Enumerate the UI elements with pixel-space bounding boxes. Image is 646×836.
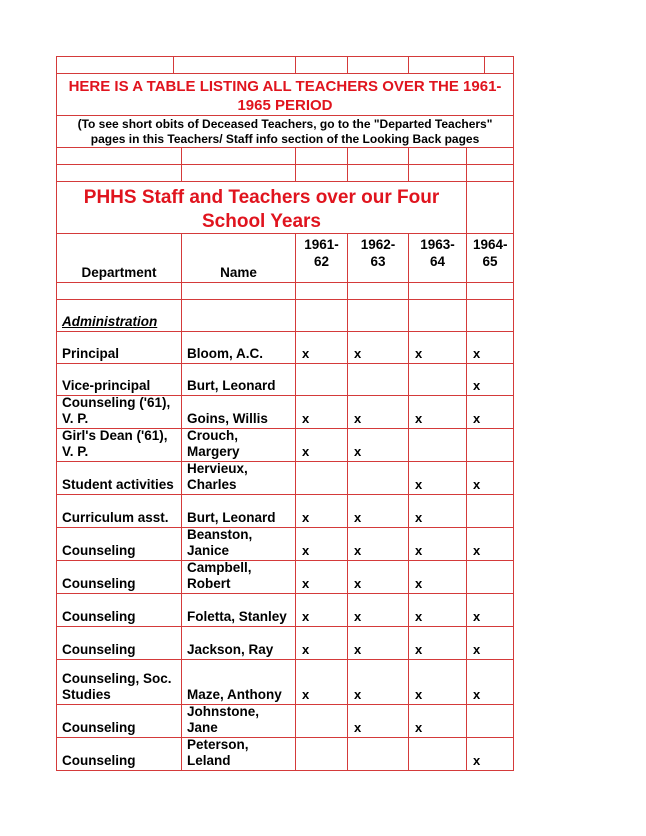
year-mark: x [302,687,310,702]
cell [484,57,514,73]
table-row [56,527,514,560]
year-mark: x [415,346,423,361]
year-mark: x [415,642,423,657]
year-mark: x [473,543,481,558]
intro-note: (To see short obits of Deceased Teachers, go to the "Departed Teachers" pages in this Teachers/ Staff info section of the Looking Back pages [77,117,493,146]
year-mark: x [354,444,362,459]
cell [56,429,181,461]
cell [181,705,295,737]
cell [466,660,514,704]
cell [408,660,466,704]
name-cell: Beanston, Janice [187,527,253,558]
cell [295,234,347,282]
name-cell: Foletta, Stanley [187,609,287,624]
year-mark: x [473,411,481,426]
cell [466,429,514,461]
cell [181,561,295,593]
cell [408,300,466,331]
cell [181,148,295,164]
cell [295,148,347,164]
cell [56,561,181,593]
cell [181,364,295,395]
cell [56,462,181,494]
cell [408,594,466,626]
cell [347,705,408,737]
department-cell: Counseling [62,576,136,591]
cell [466,495,514,527]
cell [181,528,295,560]
name-cell: Campbell, Robert [187,560,252,591]
blank-row [56,147,514,164]
table-row [56,593,514,626]
cell [56,165,181,181]
name-cell: Jackson, Ray [187,642,274,657]
year-mark: x [415,411,423,426]
cell [295,561,347,593]
cell [408,462,466,494]
cell [173,57,295,73]
cell [295,462,347,494]
table-bottom-border [56,770,514,771]
table-row [56,659,514,704]
cell [56,332,181,363]
cell [347,300,408,331]
header-year: 1964-65 [473,237,508,269]
cell [466,364,514,395]
table-row [56,395,514,428]
name-cell: Crouch, Margery [187,428,240,459]
header-row [56,233,514,282]
section-heading: Administration [62,314,158,329]
year-mark: x [302,642,310,657]
cell [295,660,347,704]
cell [347,660,408,704]
cell [466,182,514,233]
department-cell: Counseling [62,720,136,735]
year-mark: x [473,609,481,624]
cell [56,396,181,428]
cell [295,283,347,299]
cell [466,332,514,363]
year-mark: x [415,543,423,558]
year-mark: x [473,346,481,361]
cell [408,429,466,461]
cell [295,165,347,181]
intro-title: HERE IS A TABLE LISTING ALL TEACHERS OVER THE 1961-1965 PERIOD [68,78,502,114]
table-row [56,704,514,737]
cell [181,396,295,428]
cell [295,528,347,560]
department-cell: Counseling [62,642,136,657]
cell [181,660,295,704]
cell [466,396,514,428]
cell [466,528,514,560]
cell [56,660,181,704]
cell [181,283,295,299]
cell [56,116,514,147]
cell [347,594,408,626]
name-cell: Maze, Anthony [187,687,282,702]
department-cell: Principal [62,346,120,361]
year-mark: x [415,609,423,624]
cell [408,332,466,363]
cell [56,705,181,737]
cell [408,396,466,428]
cell [56,148,181,164]
cell [347,57,408,73]
year-mark: x [473,687,481,702]
cell [466,148,514,164]
table-row [56,560,514,593]
cell [347,627,408,659]
year-mark: x [415,687,423,702]
cell [466,462,514,494]
year-mark: x [354,346,362,361]
cell [56,627,181,659]
table-title: PHHS Staff and Teachers over our Four School Years [83,187,440,232]
department-cell: Girl's Dean ('61), V. P. [62,428,168,459]
cell [408,738,466,770]
year-mark: x [415,720,423,735]
year-mark: x [354,609,362,624]
cell [295,495,347,527]
cell [408,57,484,73]
cell [408,148,466,164]
cell [466,738,514,770]
cell [466,234,514,282]
cell [181,738,295,770]
cell [466,594,514,626]
cell [347,234,408,282]
cell [466,705,514,737]
cell [181,234,295,282]
cell [295,429,347,461]
year-mark: x [473,477,481,492]
cell [408,561,466,593]
cell [295,332,347,363]
cell [347,396,408,428]
cell [347,148,408,164]
cell [295,396,347,428]
name-cell: Bloom, A.C. [187,346,263,361]
cell [181,594,295,626]
cell [181,300,295,331]
cell [347,462,408,494]
cell [408,234,466,282]
cell [295,300,347,331]
cell [181,429,295,461]
year-mark: x [302,444,310,459]
header-department: Department [81,265,157,280]
department-cell: Curriculum asst. [62,510,169,525]
cell [181,165,295,181]
header-year: 1962-63 [360,237,396,269]
year-mark: x [354,510,362,525]
cell [295,57,347,73]
cell [56,74,514,115]
department-cell: Counseling [62,543,136,558]
cell [181,332,295,363]
cell [408,528,466,560]
cell [56,283,181,299]
cell [466,283,514,299]
table-row [56,626,514,659]
table-row [56,363,514,395]
cell [56,182,466,233]
cell [295,364,347,395]
name-cell: Johnstone, Jane [187,704,260,735]
cell [347,738,408,770]
cell [466,165,514,181]
cell [408,165,466,181]
cell [408,627,466,659]
intro-title-row [56,73,514,115]
cell [56,495,181,527]
name-cell: Burt, Leonard [187,378,276,393]
header-name: Name [220,265,257,280]
cell [56,234,181,282]
year-mark: x [354,720,362,735]
cell [295,594,347,626]
cell [56,300,181,331]
cell [466,561,514,593]
cell [466,300,514,331]
cell [347,495,408,527]
cell [56,528,181,560]
cell [56,364,181,395]
header-year: 1963-64 [420,237,455,269]
department-cell: Counseling, Soc. Studies [62,671,172,702]
cell [408,283,466,299]
header-year: 1961-62 [304,237,339,269]
table-row [56,737,514,770]
table-row [56,331,514,363]
cell [347,561,408,593]
year-mark: x [415,576,423,591]
cell [347,165,408,181]
year-mark: x [302,609,310,624]
cell [347,364,408,395]
table-title-row [56,181,514,233]
top-blank-row [56,56,514,73]
year-mark: x [354,642,362,657]
year-mark: x [302,346,310,361]
year-mark: x [354,543,362,558]
cell [181,495,295,527]
section-row [56,299,514,331]
name-cell: Hervieux, Charles [187,461,248,492]
cell [466,627,514,659]
cell [408,364,466,395]
table-row [56,461,514,494]
name-cell: Goins, Willis [187,411,268,426]
cell [56,738,181,770]
blank-row [56,164,514,181]
spreadsheet [56,56,514,771]
cell [347,283,408,299]
year-mark: x [415,510,423,525]
table-row [56,494,514,527]
cell [181,462,295,494]
cell [295,738,347,770]
year-mark: x [473,642,481,657]
year-mark: x [302,576,310,591]
cell [295,705,347,737]
year-mark: x [473,378,481,393]
department-cell: Counseling ('61), V. P. [62,395,171,426]
cell [56,57,173,73]
department-cell: Vice-principal [62,378,151,393]
name-cell: Burt, Leonard [187,510,276,525]
cell [347,528,408,560]
intro-note-row [56,115,514,147]
year-mark: x [354,576,362,591]
table-row [56,428,514,461]
cell [347,429,408,461]
year-mark: x [354,687,362,702]
name-cell: Peterson, Leland [187,737,249,768]
year-mark: x [354,411,362,426]
department-cell: Student activities [62,477,174,492]
year-mark: x [302,543,310,558]
blank-row [56,282,514,299]
cell [181,627,295,659]
cell [408,705,466,737]
cell [56,594,181,626]
cell [295,627,347,659]
department-cell: Counseling [62,609,136,624]
year-mark: x [415,477,423,492]
cell [347,332,408,363]
year-mark: x [302,510,310,525]
year-mark: x [302,411,310,426]
department-cell: Counseling [62,753,136,768]
cell [408,495,466,527]
year-mark: x [473,753,481,768]
